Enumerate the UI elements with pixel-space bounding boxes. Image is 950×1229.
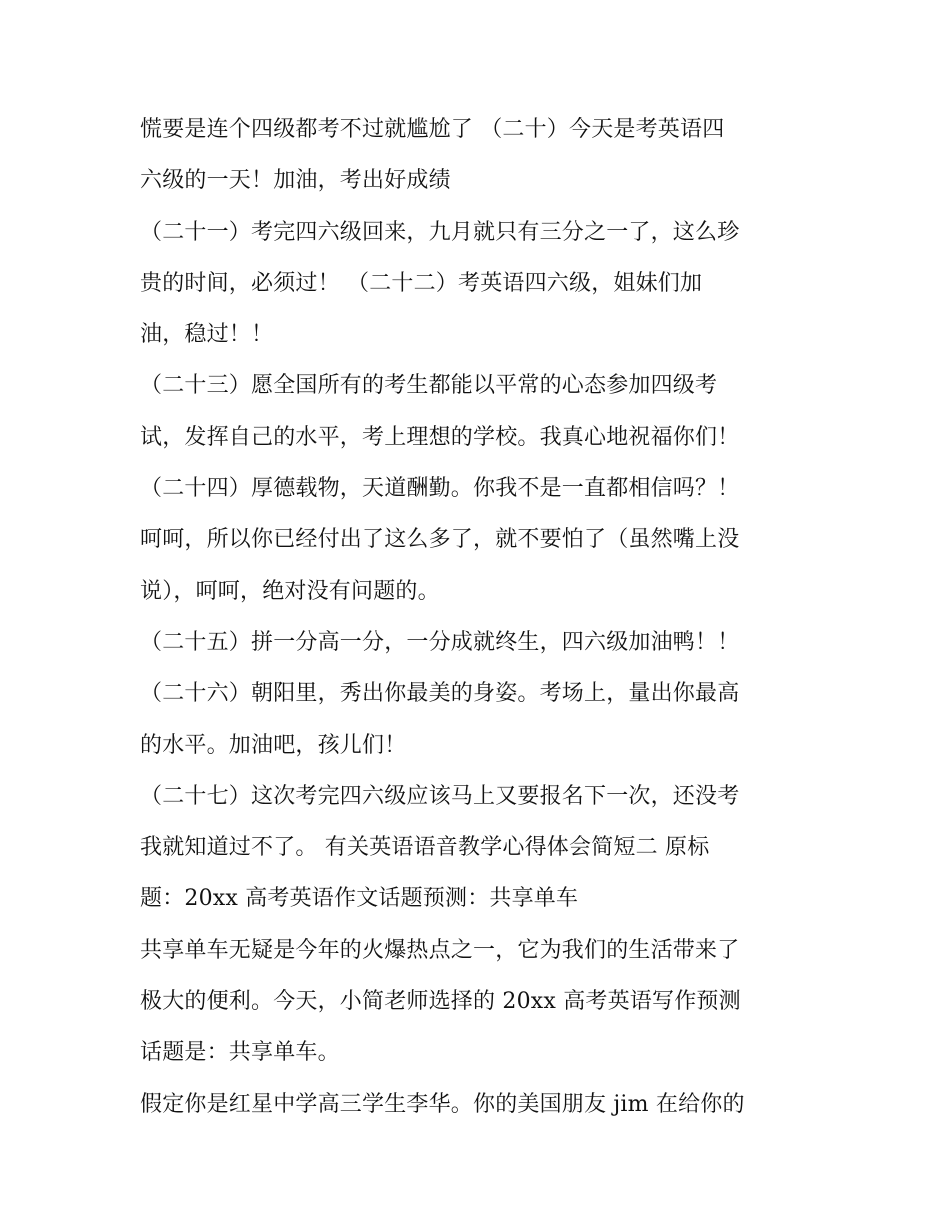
text-line: 假定你是红星中学高三学生李华。你的美国朋友 jim 在给你的 <box>140 1091 745 1117</box>
text-line: （二十七）这次考完四六级应该马上又要报名下一次，还没考 <box>140 783 740 809</box>
text-line: 我就知道过不了。 有关英语语音教学心得体会简短二 原标 <box>140 835 710 861</box>
text-line: （二十六）朝阳里，秀出你最美的身姿。考场上，量出你最高 <box>140 681 740 707</box>
text-line: 极大的便利。今天，小简老师选择的 20xx 高考英语写作预测 <box>140 989 741 1015</box>
text-line: 呵呵，所以你已经付出了这么多了，就不要怕了（虽然嘴上没 <box>140 527 740 553</box>
text-line: 题：20xx 高考英语作文话题预测：共享单车 <box>140 886 579 912</box>
text-line: 六级的一天！加油，考出好成绩 <box>140 168 451 194</box>
text-line: （二十四）厚德载物，天道酬勤。你我不是一直都相信吗？！ <box>140 476 740 502</box>
text-line: 油，稳过！！ <box>140 322 274 348</box>
text-line: 话题是：共享单车。 <box>140 1040 340 1066</box>
text-line: （二十一）考完四六级回来，九月就只有三分之一了，这么珍 <box>140 219 740 245</box>
text-line: （二十五）拼一分高一分，一分成就终生，四六级加油鸭！！ <box>140 629 740 655</box>
text-line: 贵的时间，必须过！ （二十二）考英语四六级，姐妹们加 <box>140 270 703 296</box>
text-line: 共享单车无疑是今年的火爆热点之一，它为我们的生活带来了 <box>140 937 740 963</box>
text-line: 的水平。加油吧，孩儿们！ <box>140 732 407 758</box>
document-body <box>140 108 820 1134</box>
text-line: 试，发挥自己的水平，考上理想的学校。我真心地祝福你们！ <box>140 424 740 450</box>
text-line: 慌要是连个四级都考不过就尴尬了 （二十）今天是考英语四 <box>140 117 725 142</box>
text-line: 说），呵呵，绝对没有问题的。 <box>140 578 440 604</box>
text-line: （二十三）愿全国所有的考生都能以平常的心态参加四级考 <box>140 373 718 399</box>
